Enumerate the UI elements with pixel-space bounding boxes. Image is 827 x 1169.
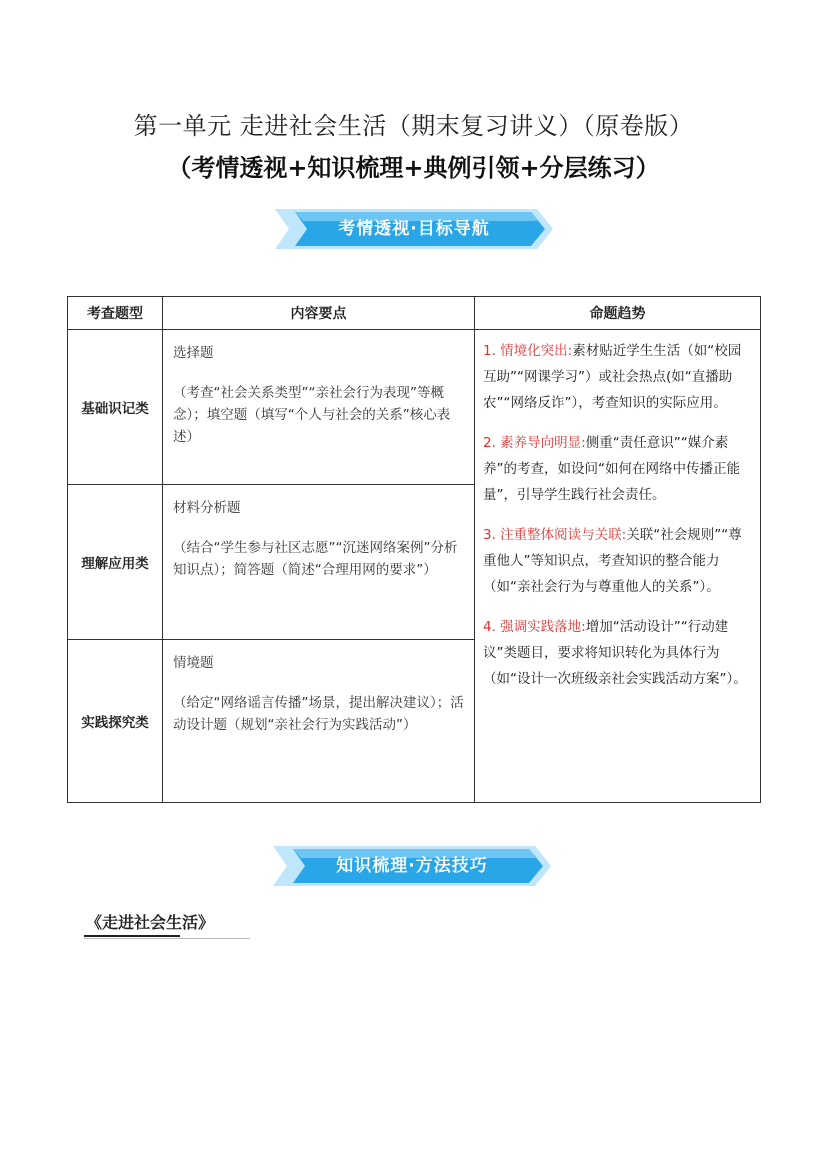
trends-cell: [475, 330, 761, 803]
banner-bottom-label: 知识梳理·方法技巧: [336, 856, 488, 876]
trend-item: [483, 614, 750, 692]
header-content-points: 内容要点: [163, 297, 475, 330]
banner-knowledge: [273, 842, 551, 890]
trend-text: 增加“活动设计”“行动建议”类题目，要求将知识转化为具体行为（如“设计一次班级亲社会实践活动方案”）。: [483, 619, 747, 687]
banner-top-label: 考情透视·目标导航: [338, 219, 490, 239]
row-type-basic: 基础识记类: [68, 330, 163, 485]
row-content-body: （结合“学生参与社区志愿”“沉迷网络案例”分析知识点）；简答题（简述“合理用网的要求”）: [173, 540, 458, 578]
section-title: 《走进社会生活》: [86, 913, 215, 932]
exam-analysis-table: [67, 296, 761, 803]
row-content-head: 材料分析题: [173, 500, 241, 516]
trend-label: 1. 情境化突出:: [483, 343, 573, 359]
header-trends: 命题趋势: [475, 297, 761, 330]
table-row: [68, 330, 761, 485]
row-content-head: 选择题: [173, 345, 214, 361]
row-content-head: 情境题: [173, 655, 214, 671]
trend-label: 3. 注重整体阅读与关联:: [483, 527, 627, 543]
trend-label: 2. 素养导向明显:: [483, 435, 586, 451]
header-question-type: 考查题型: [68, 297, 163, 330]
row-type-application: 理解应用类: [68, 485, 163, 640]
trend-label: 4. 强调实践落地:: [483, 619, 586, 635]
page-subtitle: （考情透视+知识梳理+典例引领+分层练习）: [167, 153, 660, 182]
table-header-row: [68, 297, 761, 330]
row-type-practice: 实践探究类: [68, 640, 163, 803]
row-content-application: [163, 485, 475, 640]
trend-item: [483, 338, 750, 416]
trend-text: 侧重“责任意识”“媒介素养”的考查，如设问“如何在网络中传播正能量”，引导学生践行社会责任。: [483, 435, 740, 503]
section-underline-light: [84, 938, 250, 939]
page-title: 第一单元 走进社会生活（期末复习讲义）（原卷版）: [133, 112, 694, 140]
trend-text: 关联“社会规则”“尊重他人”等知识点，考查知识的整合能力（如“亲社会行为与尊重他人的关系”）。: [483, 527, 742, 595]
trend-text: 素材贴近学生生活（如“校园互助”“网课学习”）或社会热点(如“直播助农”“网络反诈”），考查知识的实际应用。: [483, 343, 742, 411]
row-content-body: （给定“网络谣言传播”场景，提出解决建议）；活动设计题（规划“亲社会行为实践活动”）: [173, 695, 464, 733]
banner-exam-overview: [275, 205, 553, 253]
trend-item: [483, 522, 750, 600]
row-content-basic: [163, 330, 475, 485]
row-content-body: （考查“社会关系类型”“亲社会行为表现”等概念）；填空题（填写“个人与社会的关系”核心表述）: [173, 385, 451, 445]
row-content-practice: [163, 640, 475, 803]
section-underline: [84, 935, 180, 937]
trend-item: [483, 430, 750, 508]
